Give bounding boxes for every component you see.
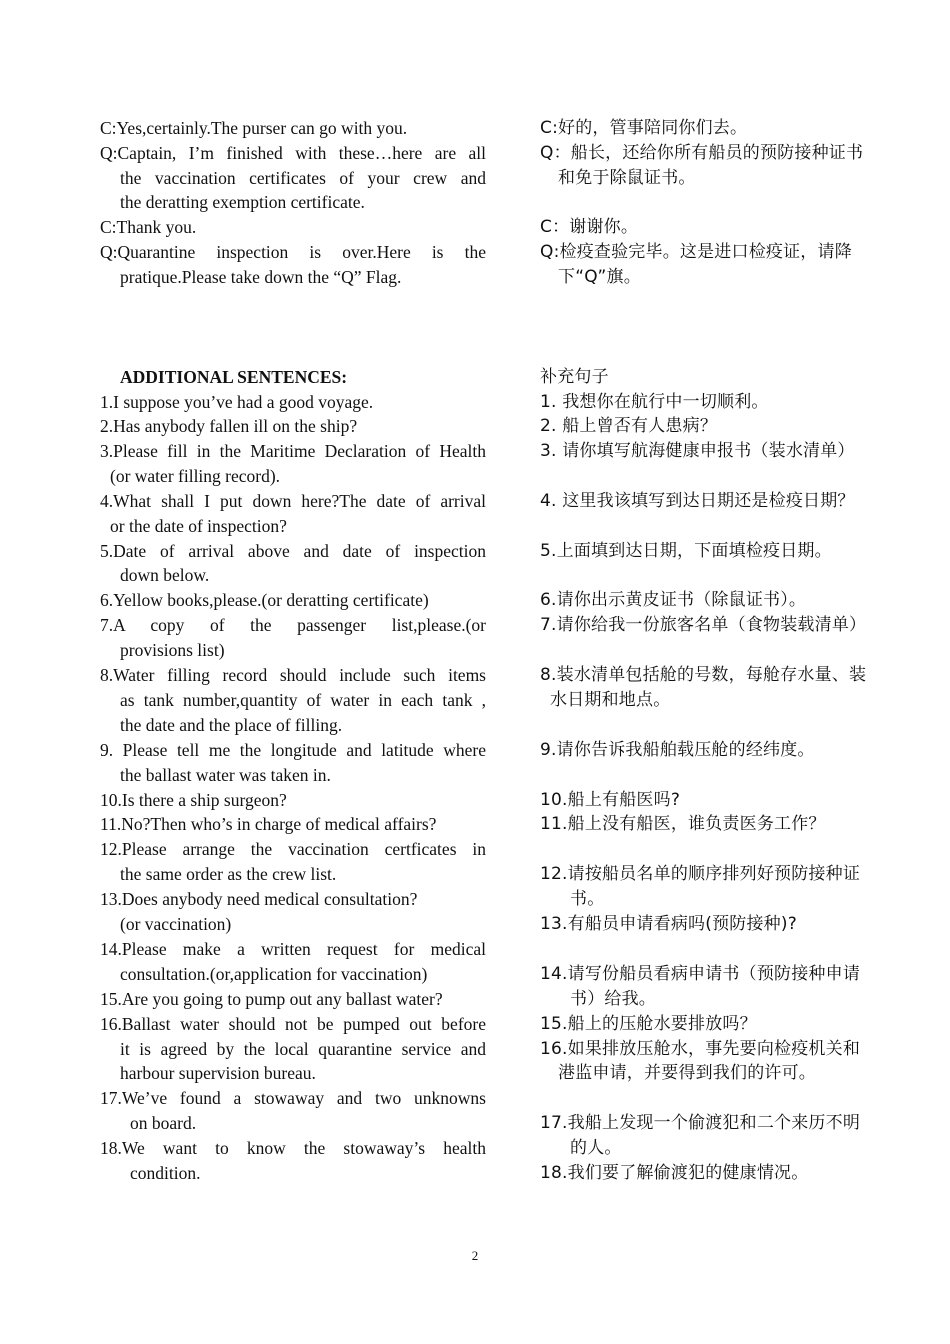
sentence-line: 7.A copy of the passenger list,please.(or <box>100 615 486 635</box>
sentence-line: 6.请你出示黄皮证书（除鼠证书）。 <box>540 590 807 610</box>
sentence-line: down below. <box>120 565 210 585</box>
sentence-line: the same order as the crew list. <box>120 864 337 884</box>
dialogue-line: pratique.Please take down the “Q” Flag. <box>120 267 402 287</box>
dialogue-line: Q:Quarantine inspection is over.Here is the <box>100 242 486 262</box>
sentence-line: 港监申请，并要得到我们的许可。 <box>558 1063 816 1083</box>
dialogue-line: C：谢谢你。 <box>540 217 639 237</box>
sentence-line: 9.请你告诉我船舶载压舱的经纬度。 <box>540 740 815 760</box>
sentence-line: 4. 这里我该填写到达日期还是检疫日期？ <box>540 491 855 511</box>
sentence-line: 16.Ballast water should not be pumped out before <box>100 1014 486 1034</box>
sentence-line: 15.船上的压舱水要排放吗？ <box>540 1014 757 1034</box>
sentence-line: 书）给我。 <box>570 989 656 1009</box>
sentence-line: 8.Water filling record should include such items <box>100 665 486 685</box>
sentence-line: 8.装水清单包括舱的号数，每舱存水量、装 <box>540 665 867 685</box>
sentence-line: 17.We’ve found a stowaway and two unknowns <box>100 1088 486 1108</box>
sentence-line: the ballast water was taken in. <box>120 765 331 785</box>
section-heading: 补充句子 <box>540 367 609 387</box>
sentence-line: 1. 我想你在航行中一切顺利。 <box>540 392 769 412</box>
dialogue-line: the deratting exemption certificate. <box>120 192 365 212</box>
sentence-line: 4.What shall I put down here?The date of arrival <box>100 491 486 511</box>
sentence-line: 15.Are you going to pump out any ballast water? <box>100 989 443 1009</box>
sentence-line: the date and the place of filling. <box>120 715 343 735</box>
sentence-line: 3. 请你填写航海健康申报书（装水清单） <box>540 441 855 461</box>
sentence-line: it is agreed by the local quarantine service and <box>120 1039 486 1059</box>
sentence-line: 16.如果排放压舱水，事先要向检疫机关和 <box>540 1039 861 1059</box>
sentence-line: 14.请写份船员看病申请书（预防接种申请 <box>540 964 861 984</box>
sentence-line: condition. <box>130 1163 201 1183</box>
sentence-line: 14.Please make a written request for medical <box>100 939 486 959</box>
sentence-line: 7.请你给我一份旅客名单（食物装载清单） <box>540 615 867 635</box>
dialogue-line: 下“Q”旗。 <box>558 267 641 287</box>
dialogue-line: 和免于除鼠证书。 <box>558 168 696 188</box>
sentence-line: 11.船上没有船医，谁负责医务工作？ <box>540 814 826 834</box>
sentence-line: 6.Yellow books,please.(or deratting certificate) <box>100 590 429 610</box>
dialogue-line: Q:Captain, I’m finished with these…here are all <box>100 143 486 163</box>
sentence-line: 1.I suppose you’ve had a good voyage. <box>100 392 374 412</box>
sentence-line: 11.No?Then who’s in charge of medical affairs? <box>100 814 437 834</box>
dialogue-line: C:好的，管事陪同你们去。 <box>540 118 748 138</box>
sentence-line: 12.Please arrange the vaccination certficates in <box>100 839 486 859</box>
sentence-line: 的人。 <box>570 1138 622 1158</box>
sentence-line: 12.请按船员名单的顺序排列好预防接种证 <box>540 864 861 884</box>
sentence-line: 2.Has anybody fallen ill on the ship? <box>100 416 358 436</box>
sentence-line: 书。 <box>570 889 605 909</box>
page-number: 2 <box>471 1248 479 1263</box>
sentence-line: 18.我们要了解偷渡犯的健康情况。 <box>540 1163 809 1183</box>
sentence-line: on board. <box>130 1113 197 1133</box>
section-heading: ADDITIONAL SENTENCES: <box>120 367 348 387</box>
dialogue-line: the vaccination certificates of your crew and <box>120 168 486 188</box>
sentence-line: 13.Does anybody need medical consultation? <box>100 889 418 909</box>
sentence-line: 3.Please fill in the Maritime Declaration of Health <box>100 441 486 461</box>
sentence-line: 17.我船上发现一个偷渡犯和二个来历不明 <box>540 1113 861 1133</box>
sentence-line: 13.有船员申请看病吗(预防接种)? <box>540 914 797 934</box>
sentence-line: 5.上面填到达日期，下面填检疫日期。 <box>540 541 832 561</box>
sentence-line: (or vaccination) <box>120 914 232 934</box>
sentence-line: (or water filling record). <box>110 466 281 486</box>
sentence-line: 2. 船上曾否有人患病？ <box>540 416 718 436</box>
sentence-line: 18.We want to know the stowaway’s health <box>100 1138 486 1158</box>
sentence-line: 5.Date of arrival above and date of inspection <box>100 541 486 561</box>
sentence-line: 10.船上有船医吗? <box>540 790 681 810</box>
dialogue-line: Q：船长，还给你所有船员的预防接种证书 <box>540 143 864 163</box>
sentence-line: or the date of inspection? <box>110 516 287 536</box>
sentence-line: 9. Please tell me the longitude and latitude where <box>100 740 486 760</box>
sentence-line: as tank number,quantity of water in each tank , <box>120 690 486 710</box>
sentence-line: consultation.(or,application for vaccination) <box>120 964 428 984</box>
dialogue-line: C:Thank you. <box>100 217 197 237</box>
dialogue-line: C:Yes,certainly.The purser can go with you. <box>100 118 408 138</box>
sentence-line: 水日期和地点。 <box>550 690 671 710</box>
sentence-line: harbour supervision bureau. <box>120 1063 316 1083</box>
sentence-line: provisions list) <box>120 640 225 660</box>
sentence-line: 10.Is there a ship surgeon? <box>100 790 287 810</box>
dialogue-line: Q:检疫查验完毕。这是进口检疫证，请降 <box>540 242 852 262</box>
